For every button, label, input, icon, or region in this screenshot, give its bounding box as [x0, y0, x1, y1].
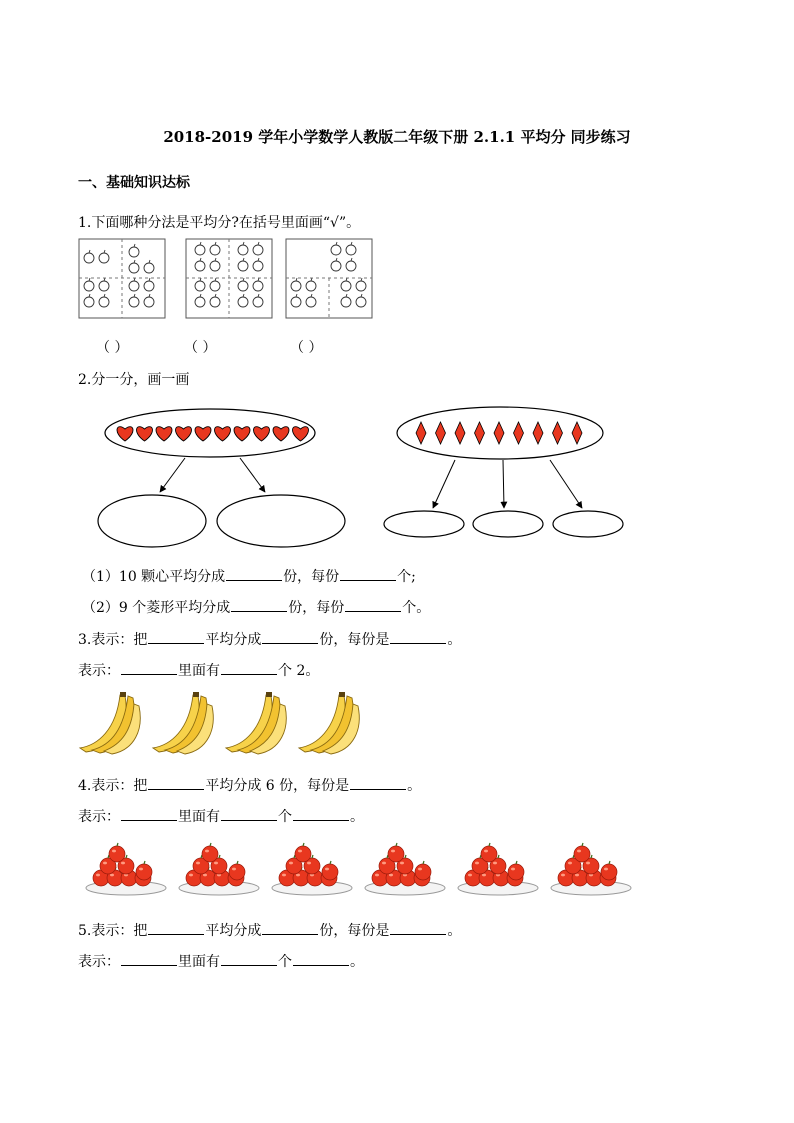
apple-icon [195, 278, 205, 291]
apple-box-1 [79, 239, 165, 318]
apple-plate-icon [458, 843, 538, 895]
arrow-left-1 [160, 458, 185, 492]
heart-icon [176, 427, 192, 441]
apple-icon [195, 242, 205, 255]
apple-icon [346, 242, 356, 255]
apple-icon [84, 278, 94, 291]
blank[interactable] [221, 953, 277, 966]
page-title: 2018-2019 学年小学数学人教版二年级下册 2.1.1 平均分 同步练习 [163, 128, 631, 146]
heart-icon [215, 427, 231, 441]
apple-icon [210, 258, 220, 271]
banana-icon [226, 692, 286, 754]
heart-icon [137, 427, 153, 441]
apple-icon [195, 258, 205, 271]
diamond-icon [416, 422, 426, 444]
apple-box-2 [186, 239, 272, 318]
q5-line-2: 表示： 里面有 个 。 [78, 954, 364, 970]
apple-icon [331, 258, 341, 271]
blank[interactable] [148, 631, 204, 644]
apple-icon [144, 278, 154, 291]
blank[interactable] [340, 568, 396, 581]
apple-plate-icon [179, 843, 259, 895]
heart-icon [293, 427, 309, 441]
apple-icon [129, 260, 139, 273]
q4-line-1: 4.表示：把 平均分成 6 份，每份是 。 [78, 778, 422, 794]
apple-icon [210, 294, 220, 307]
hearts-answer-oval-2 [217, 495, 345, 547]
q5-line-1: 5.表示：把 平均分成 份，每份是 。 [78, 923, 462, 939]
apple-icon [291, 294, 301, 307]
apple-icon [356, 294, 366, 307]
apple-icon [346, 258, 356, 271]
diamonds-answer-oval-3 [553, 511, 623, 537]
heart-icon [117, 427, 133, 441]
diamond-icon [572, 422, 582, 444]
blank[interactable] [345, 599, 401, 612]
q3-bananas [78, 690, 368, 754]
arrow-right-3 [550, 460, 582, 508]
apple-icon [99, 250, 109, 263]
q1-answer-bracket-3[interactable]: （ ） [290, 340, 323, 356]
q2-line-2: （2）9 个菱形平均分成 份，每份 个。 [82, 600, 431, 616]
q1-prompt: 1.下面哪种分法是平均分?在括号里面画“√”。 [78, 215, 361, 231]
q3-line-2: 表示： 里面有 个 2。 [78, 663, 320, 679]
apple-plate-icon [365, 843, 445, 895]
apple-box-3 [286, 239, 372, 318]
apple-icon [99, 294, 109, 307]
q2-prompt: 2.分一分，画一画 [78, 372, 190, 388]
banana-icon [153, 692, 213, 754]
blank[interactable] [226, 568, 282, 581]
blank[interactable] [221, 808, 277, 821]
apple-icon [253, 258, 263, 271]
q3-line-1: 3.表示：把 平均分成 份，每份是 。 [78, 632, 462, 648]
apple-icon [253, 242, 263, 255]
apple-plate-icon [551, 843, 631, 895]
apple-icon [238, 242, 248, 255]
blank[interactable] [221, 662, 277, 675]
heart-icon [273, 427, 289, 441]
apple-icon [341, 294, 351, 307]
apple-icon [210, 278, 220, 291]
q2-line-1: （1）10 颗心平均分成 份，每份 个; [82, 569, 416, 585]
apple-icon [84, 250, 94, 263]
apple-icon [144, 260, 154, 273]
apple-icon [99, 278, 109, 291]
apple-icon [306, 278, 316, 291]
blank[interactable] [262, 922, 318, 935]
apple-icon [253, 278, 263, 291]
apple-icon [84, 294, 94, 307]
apple-icon [238, 294, 248, 307]
heart-icon [234, 427, 250, 441]
blank[interactable] [262, 631, 318, 644]
apple-icon [129, 294, 139, 307]
apple-icon [238, 258, 248, 271]
q1-answer-bracket-2[interactable]: （ ） [184, 340, 217, 356]
apple-plate-icon [86, 843, 166, 895]
diamond-icon [494, 422, 504, 444]
apple-icon [238, 278, 248, 291]
diamonds-answer-oval-2 [473, 511, 543, 537]
section-heading: 一、基础知识达标 [78, 175, 190, 191]
blank[interactable] [390, 922, 446, 935]
arrow-right-2 [503, 460, 504, 508]
blank[interactable] [148, 777, 204, 790]
apple-icon [341, 278, 351, 291]
apple-icon [291, 278, 301, 291]
apple-icon [129, 278, 139, 291]
blank[interactable] [121, 808, 177, 821]
apple-icon [331, 242, 341, 255]
q1-apple-boxes [78, 238, 388, 320]
banana-icon [299, 692, 359, 754]
banana-icon [80, 692, 140, 754]
apple-icon [144, 294, 154, 307]
apple-icon [129, 244, 139, 257]
hearts-answer-oval-1 [98, 495, 206, 547]
heart-icon [195, 427, 211, 441]
q4-line-2: 表示： 里面有 个 。 [78, 809, 364, 825]
blank[interactable] [350, 777, 406, 790]
apple-plate-icon [272, 843, 352, 895]
heart-icon [254, 427, 270, 441]
q1-answer-bracket-1[interactable]: （ ） [96, 340, 129, 356]
blank[interactable] [148, 922, 204, 935]
diamond-icon [455, 422, 465, 444]
arrow-right-1 [433, 460, 455, 508]
apple-icon [356, 278, 366, 291]
arrow-left-2 [240, 458, 265, 492]
diamond-icon [553, 422, 563, 444]
apple-icon [253, 294, 263, 307]
blank[interactable] [293, 808, 349, 821]
blank[interactable] [121, 662, 177, 675]
diamond-icon [436, 422, 446, 444]
q4-apple-plates [86, 840, 646, 900]
blank[interactable] [231, 599, 287, 612]
apple-icon [195, 294, 205, 307]
diamonds-answer-oval-1 [384, 511, 464, 537]
q2-diagram [90, 400, 650, 560]
diamond-icon [475, 422, 485, 444]
blank[interactable] [293, 953, 349, 966]
diamond-icon [533, 422, 543, 444]
apple-icon [306, 294, 316, 307]
heart-icon [156, 427, 172, 441]
apple-icon [210, 242, 220, 255]
blank[interactable] [121, 953, 177, 966]
blank[interactable] [390, 631, 446, 644]
diamond-icon [514, 422, 524, 444]
